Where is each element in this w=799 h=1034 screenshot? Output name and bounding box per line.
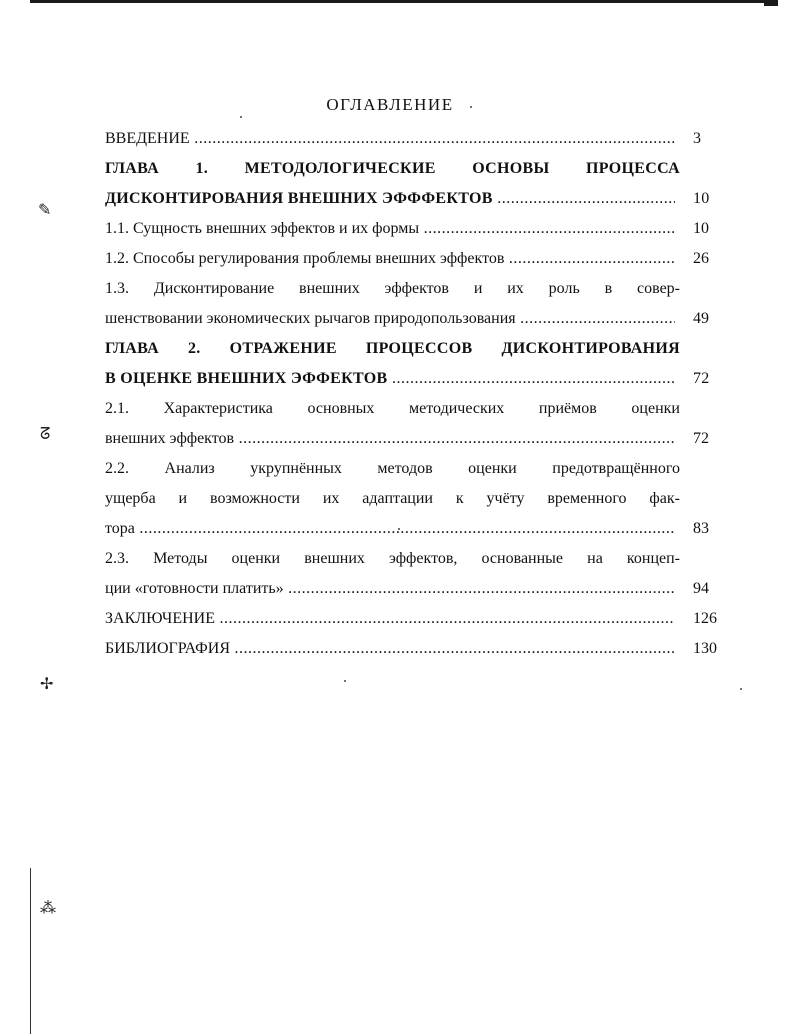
toc-entry-text: ции «готовности платить» ..... [105, 574, 675, 604]
toc-entry-line [105, 424, 709, 454]
toc-entry-line [105, 124, 701, 154]
margin-mark-icon: ⁂ [40, 898, 56, 917]
toc-entry-line [105, 244, 709, 274]
margin-mark-icon: ᘔ [40, 424, 51, 443]
toc-entry-text: ГЛАВА 2. ОТРАЖЕНИЕ ПРОЦЕССОВ ДИСКОНТИРОВАНИЯ [105, 340, 680, 357]
toc-entry-line [105, 634, 717, 664]
toc-page-number: 83 [693, 520, 709, 537]
toc-page-number: 72 [693, 430, 709, 447]
toc-entry-text: 1.1. Сущность внешних эффектов и их формы ..... [105, 214, 675, 244]
toc-page-number: 10 [693, 190, 710, 207]
margin-mark-icon: ✢ [40, 674, 54, 693]
toc-page-number: 10 [693, 220, 709, 237]
toc-page-number: 72 [693, 370, 710, 387]
toc-entry-text: ущерба и возможности их адаптации к учёту временного фак- [105, 490, 680, 507]
toc-page-number: 49 [693, 310, 709, 327]
scan-speck [240, 116, 242, 118]
toc-entry-text: внешних эффектов ..... [105, 424, 675, 454]
toc-entry-line [105, 544, 680, 574]
scan-speck [344, 680, 346, 682]
toc-entry-text: БИБЛИОГРАФИЯ ..... [105, 634, 675, 664]
toc-entry-line [105, 154, 680, 184]
toc-entry-line [105, 454, 680, 484]
toc-entry-line [105, 304, 709, 334]
toc-entry-text: шенствовании экономических рычагов природопользования ..... [105, 304, 675, 334]
toc-entry-line [105, 274, 680, 304]
toc-page-number: 26 [693, 250, 709, 267]
toc-entry-line [105, 574, 709, 604]
toc-entry-text: 1.2. Способы регулирования проблемы внешних эффектов ..... [105, 244, 675, 274]
top-border-corner [764, 0, 778, 6]
scan-speck [740, 688, 742, 690]
toc-entry-text: 1.3. Дисконтирование внешних эффектов и их роль в совер- [105, 280, 680, 297]
toc-entry-line [105, 604, 717, 634]
toc-page-number: 126 [693, 610, 717, 627]
toc-entry-text: тора ..... [105, 514, 675, 544]
toc-entry-text: ДИСКОНТИРОВАНИЯ ВНЕШНИХ ЭФФФЕКТОВ ..... [105, 184, 675, 214]
left-border-line [30, 868, 31, 1034]
toc-entry-text: ЗАКЛЮЧЕНИЕ ..... [105, 604, 675, 634]
toc-page-number: 130 [693, 640, 717, 657]
toc-entry-text: 2.2. Анализ укрупнённых методов оценки предотвращённого [105, 460, 680, 477]
toc-page-number: 3 [693, 130, 701, 147]
margin-mark-icon: ✎ [38, 200, 52, 219]
toc-entry-text: ГЛАВА 1. МЕТОДОЛОГИЧЕСКИЕ ОСНОВЫ ПРОЦЕССА [105, 160, 680, 177]
table-of-contents [105, 124, 717, 664]
toc-entry-line [105, 184, 710, 214]
toc-entry-line [105, 514, 709, 544]
toc-page-number: 94 [693, 580, 709, 597]
toc-entry-text: ВВЕДЕНИЕ ..... [105, 124, 675, 154]
toc-entry-text: 2.1. Характеристика основных методических приёмов оценки [105, 400, 680, 417]
toc-entry-line [105, 394, 680, 424]
toc-entry-line [105, 334, 680, 364]
toc-entry-line [105, 364, 710, 394]
toc-entry-line [105, 214, 709, 244]
page-title: ОГЛАВЛЕНИЕ [326, 95, 454, 114]
toc-entry-text: 2.3. Методы оценки внешних эффектов, основанные на концеп- [105, 550, 680, 567]
top-border-line [30, 0, 778, 3]
toc-entry-line [105, 484, 680, 514]
toc-entry-text: В ОЦЕНКЕ ВНЕШНИХ ЭФФЕКТОВ ..... [105, 364, 675, 394]
